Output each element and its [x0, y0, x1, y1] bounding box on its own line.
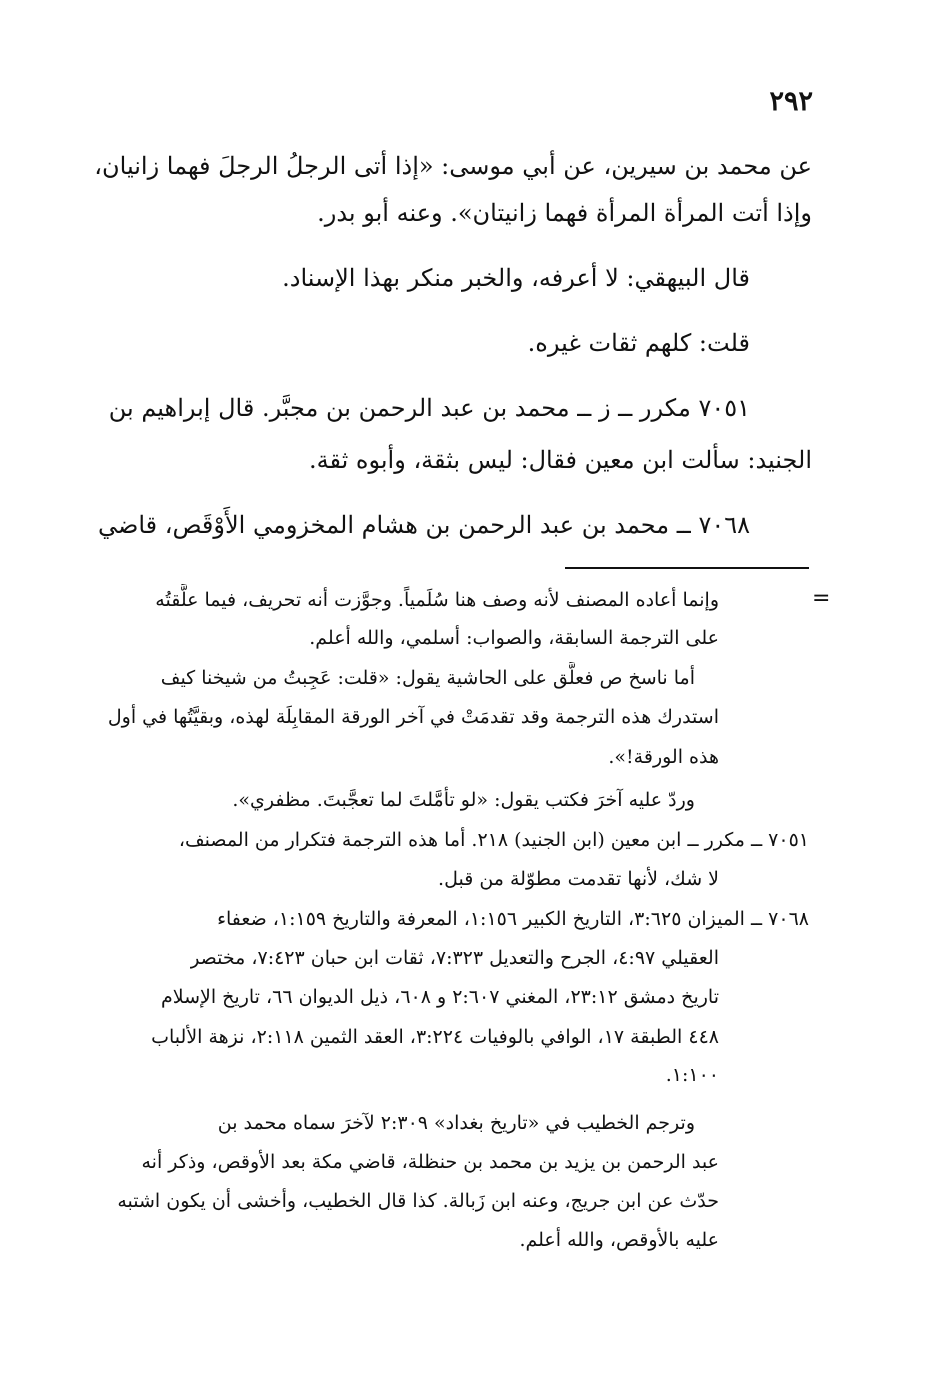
main-line-3: قال البيهقي: لا أعرفه، والخبر منكر بهذا الإسناد. [282, 264, 750, 292]
footnote-separator [565, 567, 809, 569]
footnote-line-1: وإنما أعاده المصنف لأنه وصف هنا سُلَمياً. وجوَّزت أنه تحريف، فيما علَّقتُه [155, 589, 719, 611]
footnote-line-14: وترجم الخطيب في «تاريخ بغداد» ٢:٣٠٩ لآخرَ سماه محمد بن [217, 1112, 695, 1134]
footnote-line-2: على الترجمة السابقة، والصواب: أسلمي، والله أعلم. [309, 627, 719, 649]
footnote-line-10: العقيلي ٤:٩٧، الجرح والتعديل ٧:٣٢٣، ثقات ابن حبان ٧:٤٢٣، مختصر [190, 947, 719, 969]
footnote-line-11: تاريخ دمشق ٢٣:١٢، المغني ٢:٦٠٧ و ٦٠٨، ذيل الديوان ٦٦، تاريخ الإسلام [160, 986, 719, 1008]
footnote-line-3: أما ناسخ ص فعلَّق على الحاشية يقول: «قلت: عَجِبتُ من شيخنا كيف [160, 667, 695, 689]
footnote-line-17: عليه بالأوقص، والله أعلم. [519, 1229, 719, 1251]
main-line-6: الجنيد: سألت ابن معين فقال: ليس بثقة، وأبوه ثقة. [308, 446, 812, 474]
page-number: ٢٩٢ [769, 86, 813, 117]
main-line-2: وإذا أتت المرأة المرأة فهما زانيتان». وعنه أبو بدر. [317, 199, 812, 227]
main-line-1: عن محمد بن سيرين، عن أبي موسى: «إذا أتى الرجلُ الرجلَ فهما زانيان، [94, 152, 812, 180]
footnote-line-5: هذه الورقة!». [608, 746, 719, 768]
footnote-line-9: ٧٠٦٨ ــ الميزان ٣:٦٢٥، التاريخ الكبير ١:١٥٦، المعرفة والتاريخ ١:١٥٩، ضعفاء [217, 908, 809, 930]
footnote-line-15: عبد الرحمن بن يزيد بن محمد بن حنظلة، قاضي مكة بعد الأوقص، وذكر أنه [141, 1151, 719, 1173]
footnote-line-13: ١:١٠٠. [665, 1064, 719, 1086]
footnote-line-7: ٧٠٥١ ــ مكرر ــ ابن معين (ابن الجنيد) ٢١٨. أما هذه الترجمة فتكرار من المصنف، [178, 829, 809, 851]
main-line-5: ٧٠٥١ مكرر ــ ز ــ محمد بن عبد الرحمن بن مجبَّر. قال إبراهيم بن [108, 394, 750, 422]
footnote-line-12: ٤٤٨ الطبقة ١٧، الوافي بالوفيات ٣:٢٢٤، العقد الثمين ٢:١١٨، نزهة الألباب [151, 1026, 719, 1048]
footnote-continuation-mark: = [812, 586, 831, 611]
footnote-line-6: وردّ عليه آخرَ فكتب يقول: «لو تأمَّلتَ لما تعجَّبتَ. مظفري». [232, 789, 695, 811]
main-line-4: قلت: كلهم ثقات غيره. [527, 329, 750, 357]
footnote-line-8: لا شك، لأنها تقدمت مطوّلة من قبل. [438, 868, 719, 890]
footnote-line-4: استدرك هذه الترجمة وقد تقدمَتْ في آخر الورقة المقابِلَة لهذه، وبقيَّتُها في أول [107, 706, 719, 728]
main-line-7: ٧٠٦٨ ــ محمد بن عبد الرحمن بن هشام المخزومي الأَوْقَص، قاضي [97, 511, 750, 539]
footnote-line-16: حدّث عن ابن جريج، وعنه ابن زَبالة. كذا قال الخطيب، وأخشى أن يكون اشتبه [117, 1190, 719, 1212]
